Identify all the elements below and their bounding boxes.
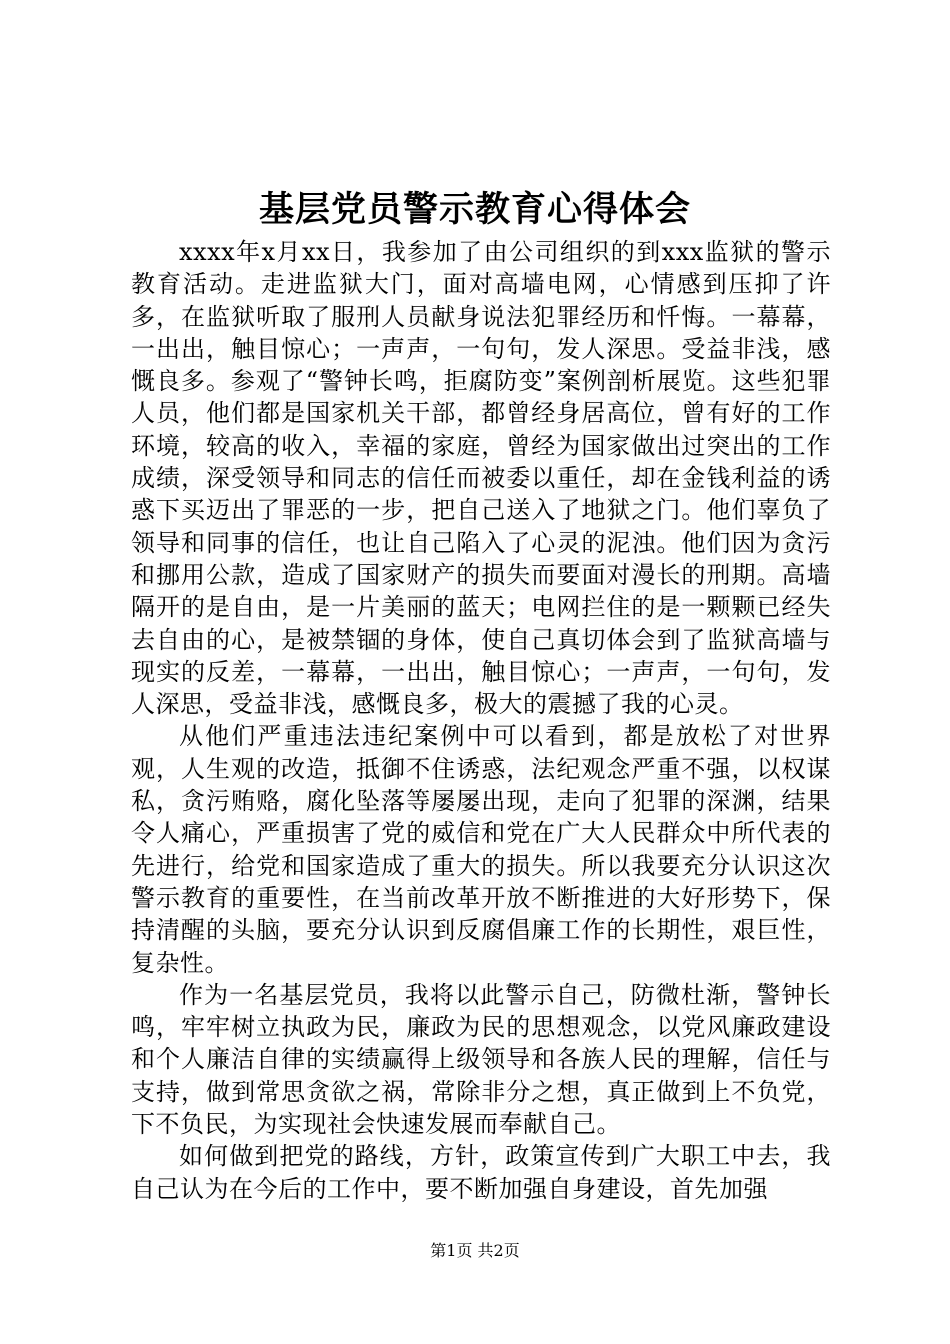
paragraph-3: 作为一名基层党员，我将以此警示自己，防微杜渐，警钟长鸣，牢牢树立执政为民，廉政为民的思想观念，以党风廉政建设和个人廉洁自律的实绩赢得上级领导和各族人民的理解，信任与支持，做到常思贪欲之祸，常除非分之想，真正做到上不负党，下不负民，为实现社会快速发展而奉献自己。	[131, 980, 831, 1139]
paragraph-2: 从他们严重违法违纪案例中可以看到，都是放松了对世界观，人生观的改造，抵御不住诱惑，法纪观念严重不强，以权谋私，贪污贿赂，腐化坠落等屡屡出现，走向了犯罪的深渊，结果令人痛心，严重损害了党的威信和党在广大人民群众中所代表的先进行，给党和国家造成了重大的损失。所以我要充分认识这次警示教育的重要性，在当前改革开放不断推进的大好形势下，保持清醒的头脑，要充分认识到反腐倡廉工作的长期性，艰巨性，复杂性。	[131, 722, 831, 977]
paragraph-1: xxxx年x月xx日，我参加了由公司组织的到xxx监狱的警示教育活动。走进监狱大门，面对高墙电网，心情感到压抑了许多，在监狱听取了服刑人员献身说法犯罪经历和忏悔。一幕幕，一出出，触目惊心；一声声，一句句，发人深思。受益非浅，感慨良多。参观了“警钟长鸣，拒腐防变”案例剖析展览。这些犯罪人员，他们都是国家机关干部，都曾经身居高位，曾有好的工作环境，较高的收入，幸福的家庭，曾经为国家做出过突出的工作成绩，深受领导和同志的信任而被委以重任，却在金钱利益的诱惑下买迈出了罪恶的一步，把自己送入了地狱之门。他们辜负了领导和同事的信任，也让自己陷入了心灵的泥浊。他们因为贪污和挪用公款，造成了国家财产的损失而要面对漫长的刑期。高墙隔开的是自由，是一片美丽的蓝天；电网拦住的是一颗颗已经失去自由的心，是被禁锢的身体，使自己真切体会到了监狱高墙与现实的反差，一幕幕，一出出，触目惊心；一声声，一句句，发人深思，受益非浅，感慨良多，极大的震撼了我的心灵。	[131, 238, 831, 719]
document-body	[131, 236, 831, 1205]
page-footer: 第1页 共2页	[430, 1241, 520, 1260]
paragraph-4: 如何做到把党的路线，方针，政策宣传到广大职工中去，我自己认为在今后的工作中，要不断加强自身建设，首先加强	[131, 1142, 831, 1203]
document-title: 基层党员警示教育心得体会	[258, 189, 691, 230]
